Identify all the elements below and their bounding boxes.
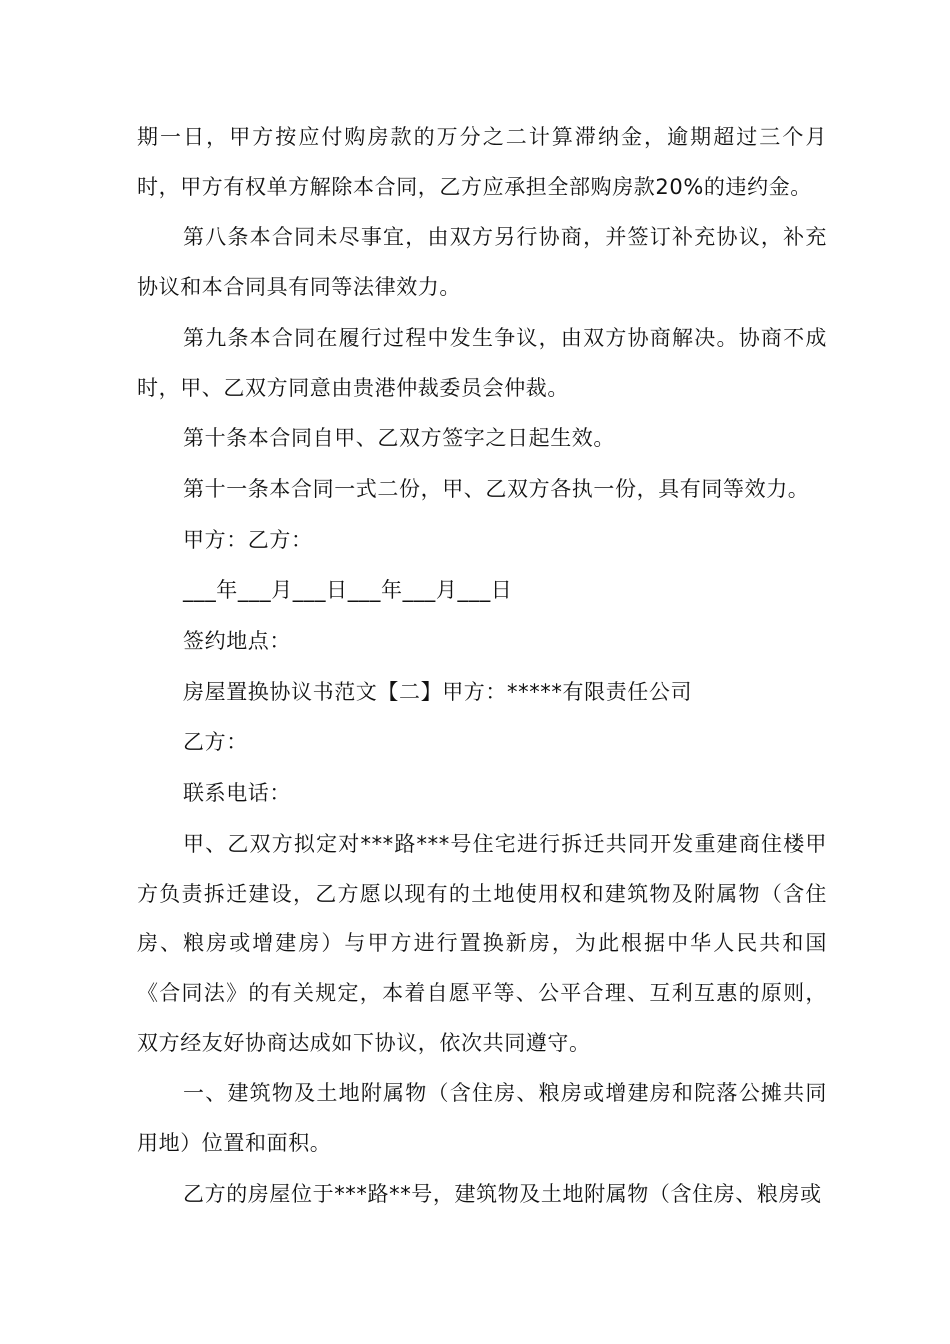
paragraph-article-10: 第十条本合同自甲、乙双方签字之日起生效。 xyxy=(183,426,615,451)
paragraph-preamble: 甲、乙双方拟定对***路***号住宅进行拆迁共同开发重建商住楼甲方负责拆迁建设，乙方愿以现有的土地使用权和建筑物及附属物（含住房、粮房或增建房）与甲方进行置换新房，为此根据中华人民共和国《合同法》的有关规定，本着自愿平等、公平合理、互利互惠的原则，双方经友好协商达成如下协议，依次共同遵守。 xyxy=(137,831,827,1055)
paragraph-penalty-continuation: 期一日，甲方按应付购房款的万分之二计算滞纳金，逾期超过三个月时，甲方有权单方解除本合同，乙方应承担全部购房款20%的违约金。 xyxy=(137,125,827,199)
paragraph-article-9: 第九条本合同在履行过程中发生争议，由双方协商解决。协商不成时，甲、乙双方同意由贵港仲裁委员会仲裁。 xyxy=(137,325,827,400)
document-body xyxy=(137,113,827,1220)
sample-2-heading: 房屋置换协议书范文【二】甲方：*****有限责任公司 xyxy=(183,679,693,704)
signature-parties: 甲方：乙方： xyxy=(183,527,313,552)
paragraph-article-8: 第八条本合同未尽事宜，由双方另行协商，并签订补充协议，补充协议和本合同具有同等法律效力。 xyxy=(137,225,827,300)
signature-dates: ___年___月___日___年___月___日 xyxy=(183,578,513,603)
paragraph-article-11: 第十一条本合同一式二份，甲、乙双方各执一份，具有同等效力。 xyxy=(183,476,810,501)
section-1-heading: 一、建筑物及土地附属物（含住房、粮房或增建房和院落公摊共同用地）位置和面积。 xyxy=(137,1081,827,1156)
contact-phone-label: 联系电话： xyxy=(183,781,291,806)
paragraph-location: 乙方的房屋位于***路**号，建筑物及土地附属物（含住房、粮房或 xyxy=(183,1181,822,1206)
signing-location: 签约地点： xyxy=(183,629,291,654)
party-b-label: 乙方： xyxy=(183,730,248,755)
